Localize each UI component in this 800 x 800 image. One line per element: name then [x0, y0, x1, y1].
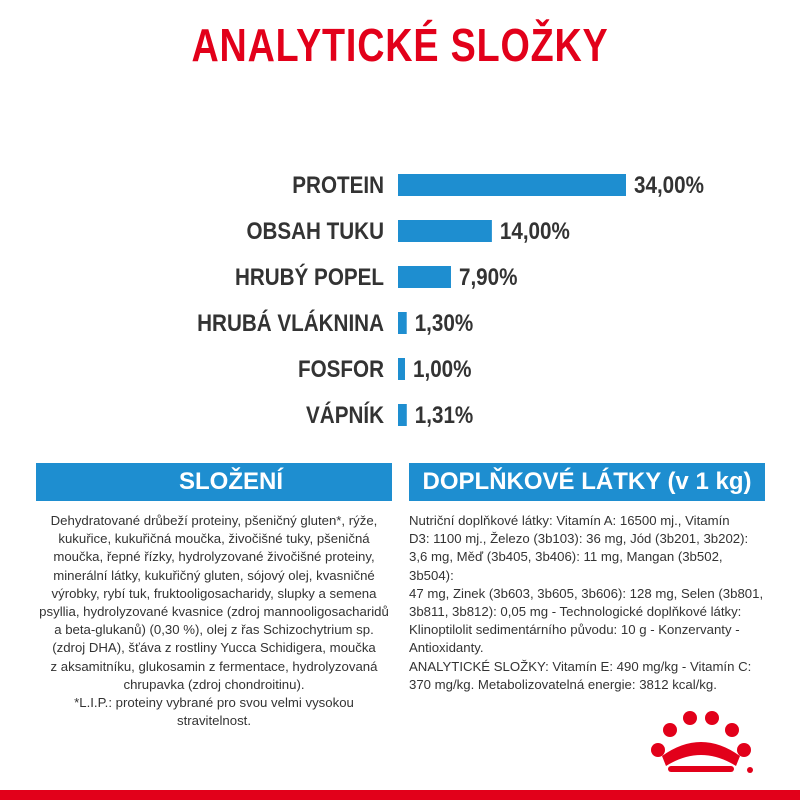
- bottom-accent-bar: [0, 790, 800, 800]
- composition-line: chrupavka (zdroj chondroitinu).: [123, 676, 305, 692]
- bar: [398, 358, 405, 380]
- composition-line: psyllia, hydrolyzované kvasnice (zdroj mannooligosacharidů: [39, 604, 389, 620]
- additives-line: Antioxidanty.: [409, 640, 484, 656]
- value-label: 1,30%: [414, 309, 474, 337]
- crown-icon: [640, 700, 760, 780]
- category-label: HRUBÁ VLÁKNINA: [197, 309, 384, 337]
- additives-line: 47 mg, Zinek (3b603, 3b605, 3b606): 128 mg, Selen (3b801,: [409, 585, 764, 601]
- bar: [398, 404, 407, 426]
- composition-line: a beta-glukanů) (0,30 %), olej z řas Schizochytrium sp.: [54, 622, 374, 638]
- additives-text: [409, 512, 765, 694]
- additives-line: 370 mg/kg. Metabolizovatelná energie: 3812 kcal/kg.: [409, 676, 717, 692]
- composition-line: kukuřice, kukuřičná moučka, živočišné tuky, pšeničná: [58, 531, 370, 547]
- category-label: FOSFOR: [298, 355, 384, 383]
- category-label: OBSAH TUKU: [246, 217, 384, 245]
- additives-header: [409, 463, 765, 501]
- bar: [398, 174, 626, 196]
- additives-line: 3b811, 3b812): 0,05 mg - Technologické doplňkové látky:: [409, 604, 742, 620]
- value-label: 1,31%: [414, 401, 474, 429]
- additives-line: Klinoptilolit sedimentárního původu: 10 g - Konzervanty -: [409, 622, 740, 638]
- category-label: PROTEIN: [292, 171, 384, 199]
- additives-line: Nutriční doplňkové látky: Vitamín A: 16500 mj., Vitamín: [409, 513, 730, 528]
- category-label: HRUBÝ POPEL: [234, 263, 384, 291]
- page-title: ANALYTICKÉ SLOŽKY: [191, 19, 609, 71]
- composition-heading: SLOŽENÍ: [148, 463, 314, 501]
- value-label: 1,00%: [413, 355, 472, 383]
- category-label: VÁPNÍK: [306, 401, 384, 429]
- composition-line: výrobky, rybí tuk, fruktooligosacharidy, slupky a semena: [51, 585, 377, 601]
- composition-text: [36, 512, 392, 730]
- additives-heading: DOPLŇKOVÉ LÁTKY (v 1 kg): [409, 463, 765, 501]
- analytical-components-chart: [0, 160, 800, 460]
- bar: [398, 312, 407, 334]
- composition-line: moučka, řepné řízky, hydrolyzované živočišné proteiny,: [53, 549, 375, 565]
- composition-header: [36, 463, 392, 501]
- additives-line: D3: 1100 mj., Železo (3b103): 36 mg, Jód (3b201, 3b202):: [409, 531, 749, 547]
- bar: [398, 220, 492, 242]
- additives-line: 3,6 mg, Měď (3b405, 3b406): 11 mg, Mangan (3b502, 3b504):: [409, 549, 723, 583]
- value-label: 7,90%: [458, 263, 518, 291]
- composition-line: stravitelnost.: [176, 713, 252, 729]
- composition-line: *L.I.P.: proteiny vybrané pro svou velmi vysokou: [74, 695, 354, 711]
- value-label: 14,00%: [499, 217, 570, 245]
- composition-line: Dehydratované drůbeží proteiny, pšeničný gluten*, rýže,: [50, 513, 378, 528]
- composition-line: (zdroj DHA), šťáva z rostliny Yucca Schidigera, moučka: [52, 640, 376, 656]
- value-label: 34,00%: [634, 171, 704, 199]
- composition-line: minerální látky, kukuřičný gluten, sójový olej, kvasničné: [53, 567, 375, 583]
- bar: [398, 266, 451, 288]
- composition-line: z aksamitníku, glukosamin z fermentace, hydrolyzovaná: [50, 658, 378, 674]
- additives-line: ANALYTICKÉ SLOŽKY: Vitamín E: 490 mg/kg - Vitamín C:: [409, 658, 752, 674]
